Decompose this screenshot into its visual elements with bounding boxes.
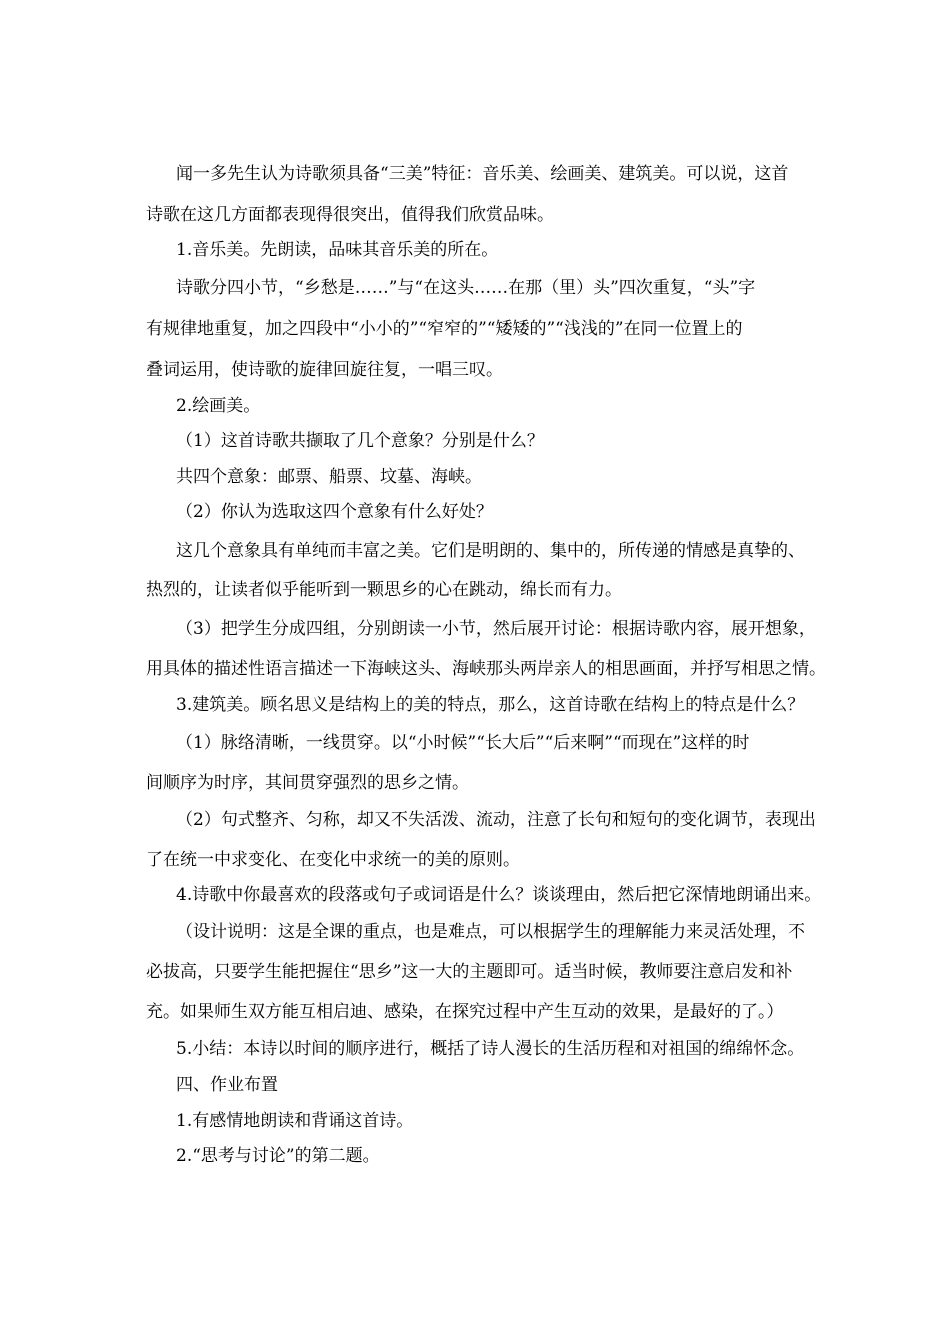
section-favorite-heading: 4.诗歌中你最喜欢的段落或句子或词语是什么？谈谈理由，然后把它深情地朗诵出来。 [176,885,822,905]
design-note-line-2: 必拔高，只要学生能把握住“思乡”这一大的主题即可。适当时候，教师要注意启发和补 [146,962,793,982]
answer-1: 共四个意象：邮票、船票、坟墓、海峡。 [176,467,482,487]
design-note-line-3: 充。如果师生双方能互相启迪、感染，在探究过程中产生互动的效果，是最好的了。） [146,1002,784,1022]
paragraph-music-line-2: 有规律地重复，加之四段中“小小的”“窄窄的”“矮矮的”“浅浅的”在同一位置上的 [146,319,743,339]
point-1-line-1: （1）脉络清晰，一线贯穿。以“小时候”“长大后”“后来啊”“而现在”这样的时 [176,733,750,753]
section-architecture-heading: 3.建筑美。顾名思义是结构上的美的特点，那么，这首诗歌在结构上的特点是什么？ [176,695,805,715]
summary: 5.小结：本诗以时间的顺序进行，概括了诗人漫长的生活历程和对祖国的绵绵怀念。 [176,1039,805,1059]
design-note-line-1: （设计说明：这是全课的重点，也是难点，可以根据学生的理解能力来灵活处理，不 [176,922,805,942]
paragraph-music-line-1: 诗歌分四小节，“乡愁是……”与“在这头……在那（里）头”四次重复，“头”字 [176,278,756,298]
homework-item-2: 2.“思考与讨论”的第二题。 [176,1146,380,1166]
question-3-line-2: 用具体的描述性语言描述一下海峡这头、海峡那头两岸亲人的相思画面，并抒写相思之情。 [146,659,826,679]
point-1-line-2: 间顺序为时序，其间贯穿强烈的思乡之情。 [146,773,469,793]
question-3-line-1: （3）把学生分成四组，分别朗读一小节，然后展开讨论：根据诗歌内容，展开想象， [176,619,816,639]
section-music-heading: 1.音乐美。先朗读，品味其音乐美的所在。 [176,240,499,260]
paragraph-intro-line-1: 闻一多先生认为诗歌须具备“三美”特征：音乐美、绘画美、建筑美。可以说，这首 [176,164,789,184]
answer-2-line-1: 这几个意象具有单纯而丰富之美。它们是明朗的、集中的，所传递的情感是真挚的、 [176,541,805,561]
question-1: （1）这首诗歌共撷取了几个意象？分别是什么？ [176,431,544,451]
paragraph-music-line-3: 叠词运用，使诗歌的旋律回旋往复，一唱三叹。 [146,360,503,380]
section-painting-heading: 2.绘画美。 [176,396,261,416]
answer-2-line-2: 热烈的，让读者似乎能听到一颗思乡的心在跳动，绵长而有力。 [146,580,622,600]
paragraph-intro-line-2: 诗歌在这几方面都表现得很突出，值得我们欣赏品味。 [146,205,554,225]
homework-heading: 四、作业布置 [176,1075,278,1095]
question-2: （2）你认为选取这四个意象有什么好处？ [176,502,493,522]
homework-item-1: 1.有感情地朗读和背诵这首诗。 [176,1111,414,1131]
point-2-line-2: 了在统一中求变化、在变化中求统一的美的原则。 [146,850,520,870]
point-2-line-1: （2）句式整齐、匀称，却又不失活泼、流动，注意了长句和短句的变化调节，表现出 [176,810,816,830]
